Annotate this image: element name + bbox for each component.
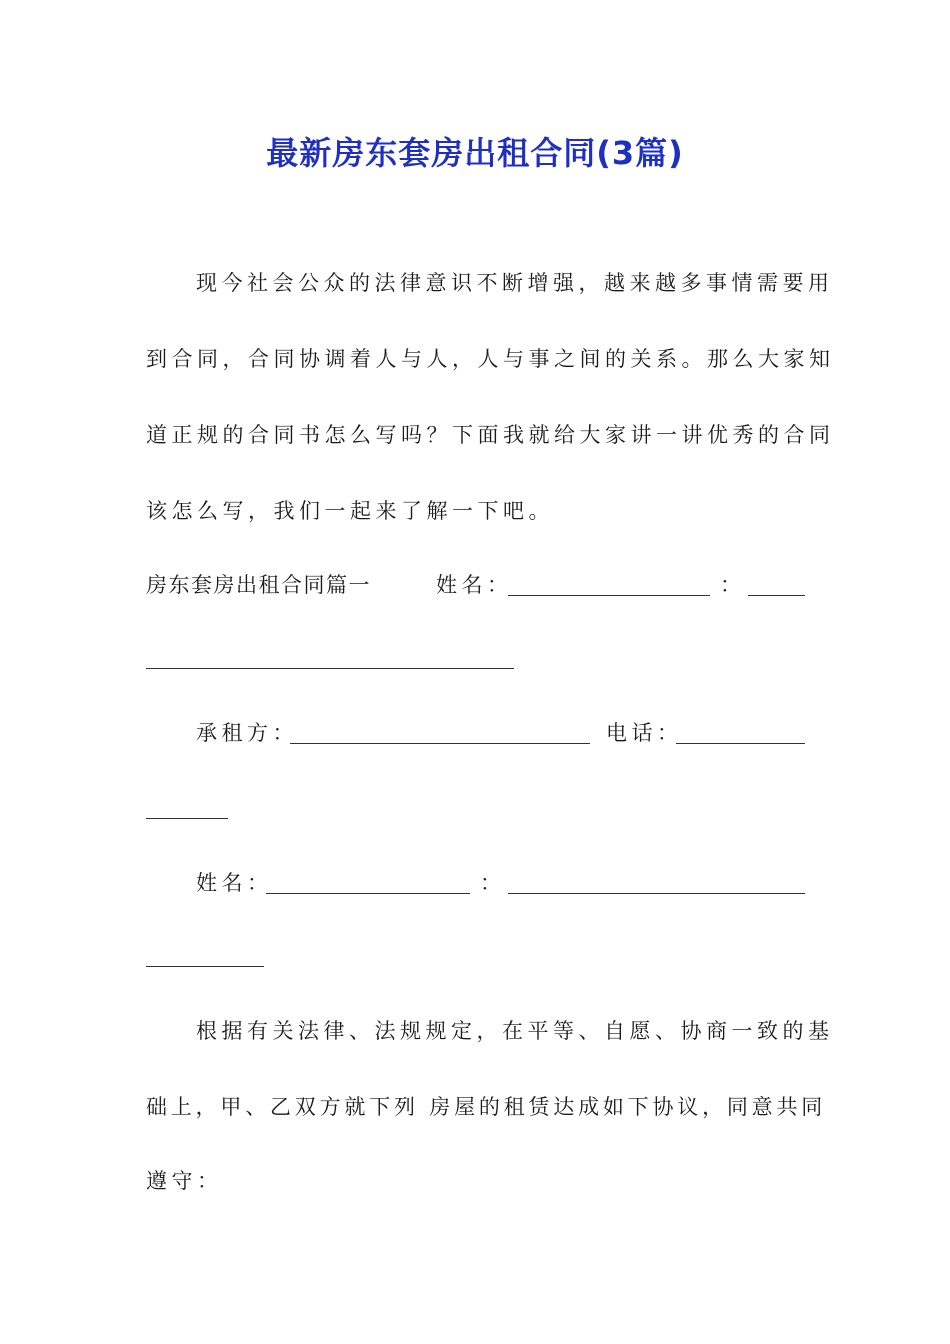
colon-label-1: ： [720,573,741,597]
document-title: 最新房东套房出租合同(3篇) [266,134,684,172]
name-blank-1[interactable] [508,595,710,596]
tenant-blank[interactable] [290,743,590,744]
intro-line-4: 该怎么写，我们一起来了解一下吧。 [146,499,554,523]
tenant-id-blank-a[interactable] [508,893,805,894]
tenant-id-blank-b[interactable] [146,966,264,967]
body-line-1: 根据有关法律、法规规定，在平等、自愿、协商一致的基 [196,1019,834,1043]
colon-label-2: ： [480,871,501,895]
intro-line-1: 现今社会公众的法律意识不断增强，越来越多事情需要用 [196,271,834,295]
phone-blank-b[interactable] [146,818,228,819]
body-line-3: 遵守： [146,1169,223,1193]
intro-line-3: 道正规的合同书怎么写吗？下面我就给大家讲一讲优秀的合同 [146,423,835,447]
intro-line-2: 到合同，合同协调着人与人，人与事之间的关系。那么大家知 [146,347,835,371]
name-label-1: 姓名： [436,573,513,597]
landlord-blank-1b[interactable] [146,668,514,669]
body-line-2: 础上，甲、乙双方就下列 房屋的租赁达成如下协议，同意共同 [146,1095,827,1119]
landlord-blank-1a[interactable] [748,595,805,596]
name-label-2: 姓名： [196,871,273,895]
section-heading: 房东套房出租合同篇一 [146,573,371,597]
name-blank-2[interactable] [266,893,470,894]
tenant-label: 承租方： [196,721,298,745]
phone-label: 电话： [606,721,683,745]
phone-blank-a[interactable] [676,743,805,744]
